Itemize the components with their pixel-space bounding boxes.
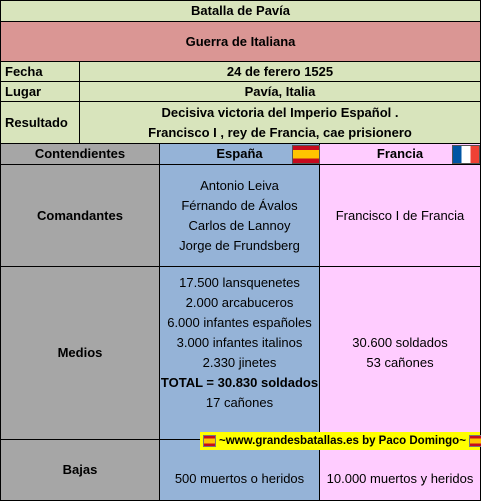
force-item: 2.000 arcabuceros	[185, 295, 294, 310]
force-item: 53 cañones	[366, 355, 434, 370]
date-label: Fecha	[0, 62, 80, 82]
spain-header-label: España	[216, 146, 263, 161]
banner-right-mark: ~	[459, 435, 466, 447]
commanders-label: Comandantes	[0, 165, 160, 267]
france-flag-icon	[452, 145, 480, 164]
place-value: Pavía, Italia	[80, 82, 481, 102]
spain-forces	[160, 267, 320, 440]
commander-name: Jorge de Frundsberg	[179, 237, 300, 253]
result-value	[80, 102, 481, 144]
place-label: Lugar	[0, 82, 80, 102]
commander-name: Francisco I de Francia	[335, 207, 465, 223]
force-item: 6.000 infantes españoles	[167, 315, 312, 330]
contenders-label: Contendientes	[0, 144, 160, 165]
result-label: Resultado	[0, 102, 80, 144]
force-item: 17 cañones	[205, 395, 274, 410]
force-total: TOTAL = 30.830 soldados	[160, 375, 319, 390]
forces-label: Medios	[0, 267, 160, 440]
result-line: Francisco I , rey de Francia, cae prisionero	[148, 124, 412, 140]
website-banner	[200, 432, 480, 450]
force-item: 30.600 soldados	[352, 335, 448, 350]
war-name: Guerra de Italiana	[0, 22, 481, 62]
banner-left-mark: ~	[219, 435, 226, 447]
force-item: 2.330 jinetes	[202, 355, 277, 370]
date-value: 24 de ferero 1525	[80, 62, 481, 82]
commander-name: Antonio Leiva	[200, 177, 279, 193]
casualties-label: Bajas	[0, 440, 160, 501]
spain-mini-flag-icon	[469, 435, 481, 447]
spain-flag-icon	[292, 145, 320, 164]
banner-text: www.grandesbatallas.es by Paco Domingo	[225, 435, 460, 447]
force-item: 17.500 lansquenetes	[179, 275, 300, 290]
spain-commanders	[160, 165, 320, 267]
spain-mini-flag-icon	[203, 435, 216, 447]
force-item: 3.000 infantes italinos	[176, 335, 303, 350]
france-casualties: 10.000 muertos y heridos	[320, 440, 481, 501]
france-header-label: Francia	[376, 146, 424, 161]
commander-name: Férnando de Ávalos	[181, 197, 298, 213]
result-line: Decisiva victoria del Imperio Español .	[161, 104, 399, 120]
spain-casualties: 500 muertos o heridos	[160, 440, 320, 501]
france-forces	[320, 267, 481, 440]
battle-title: Batalla de Pavía	[0, 0, 481, 22]
commander-name: Carlos de Lannoy	[188, 217, 291, 233]
france-commanders	[320, 165, 481, 267]
